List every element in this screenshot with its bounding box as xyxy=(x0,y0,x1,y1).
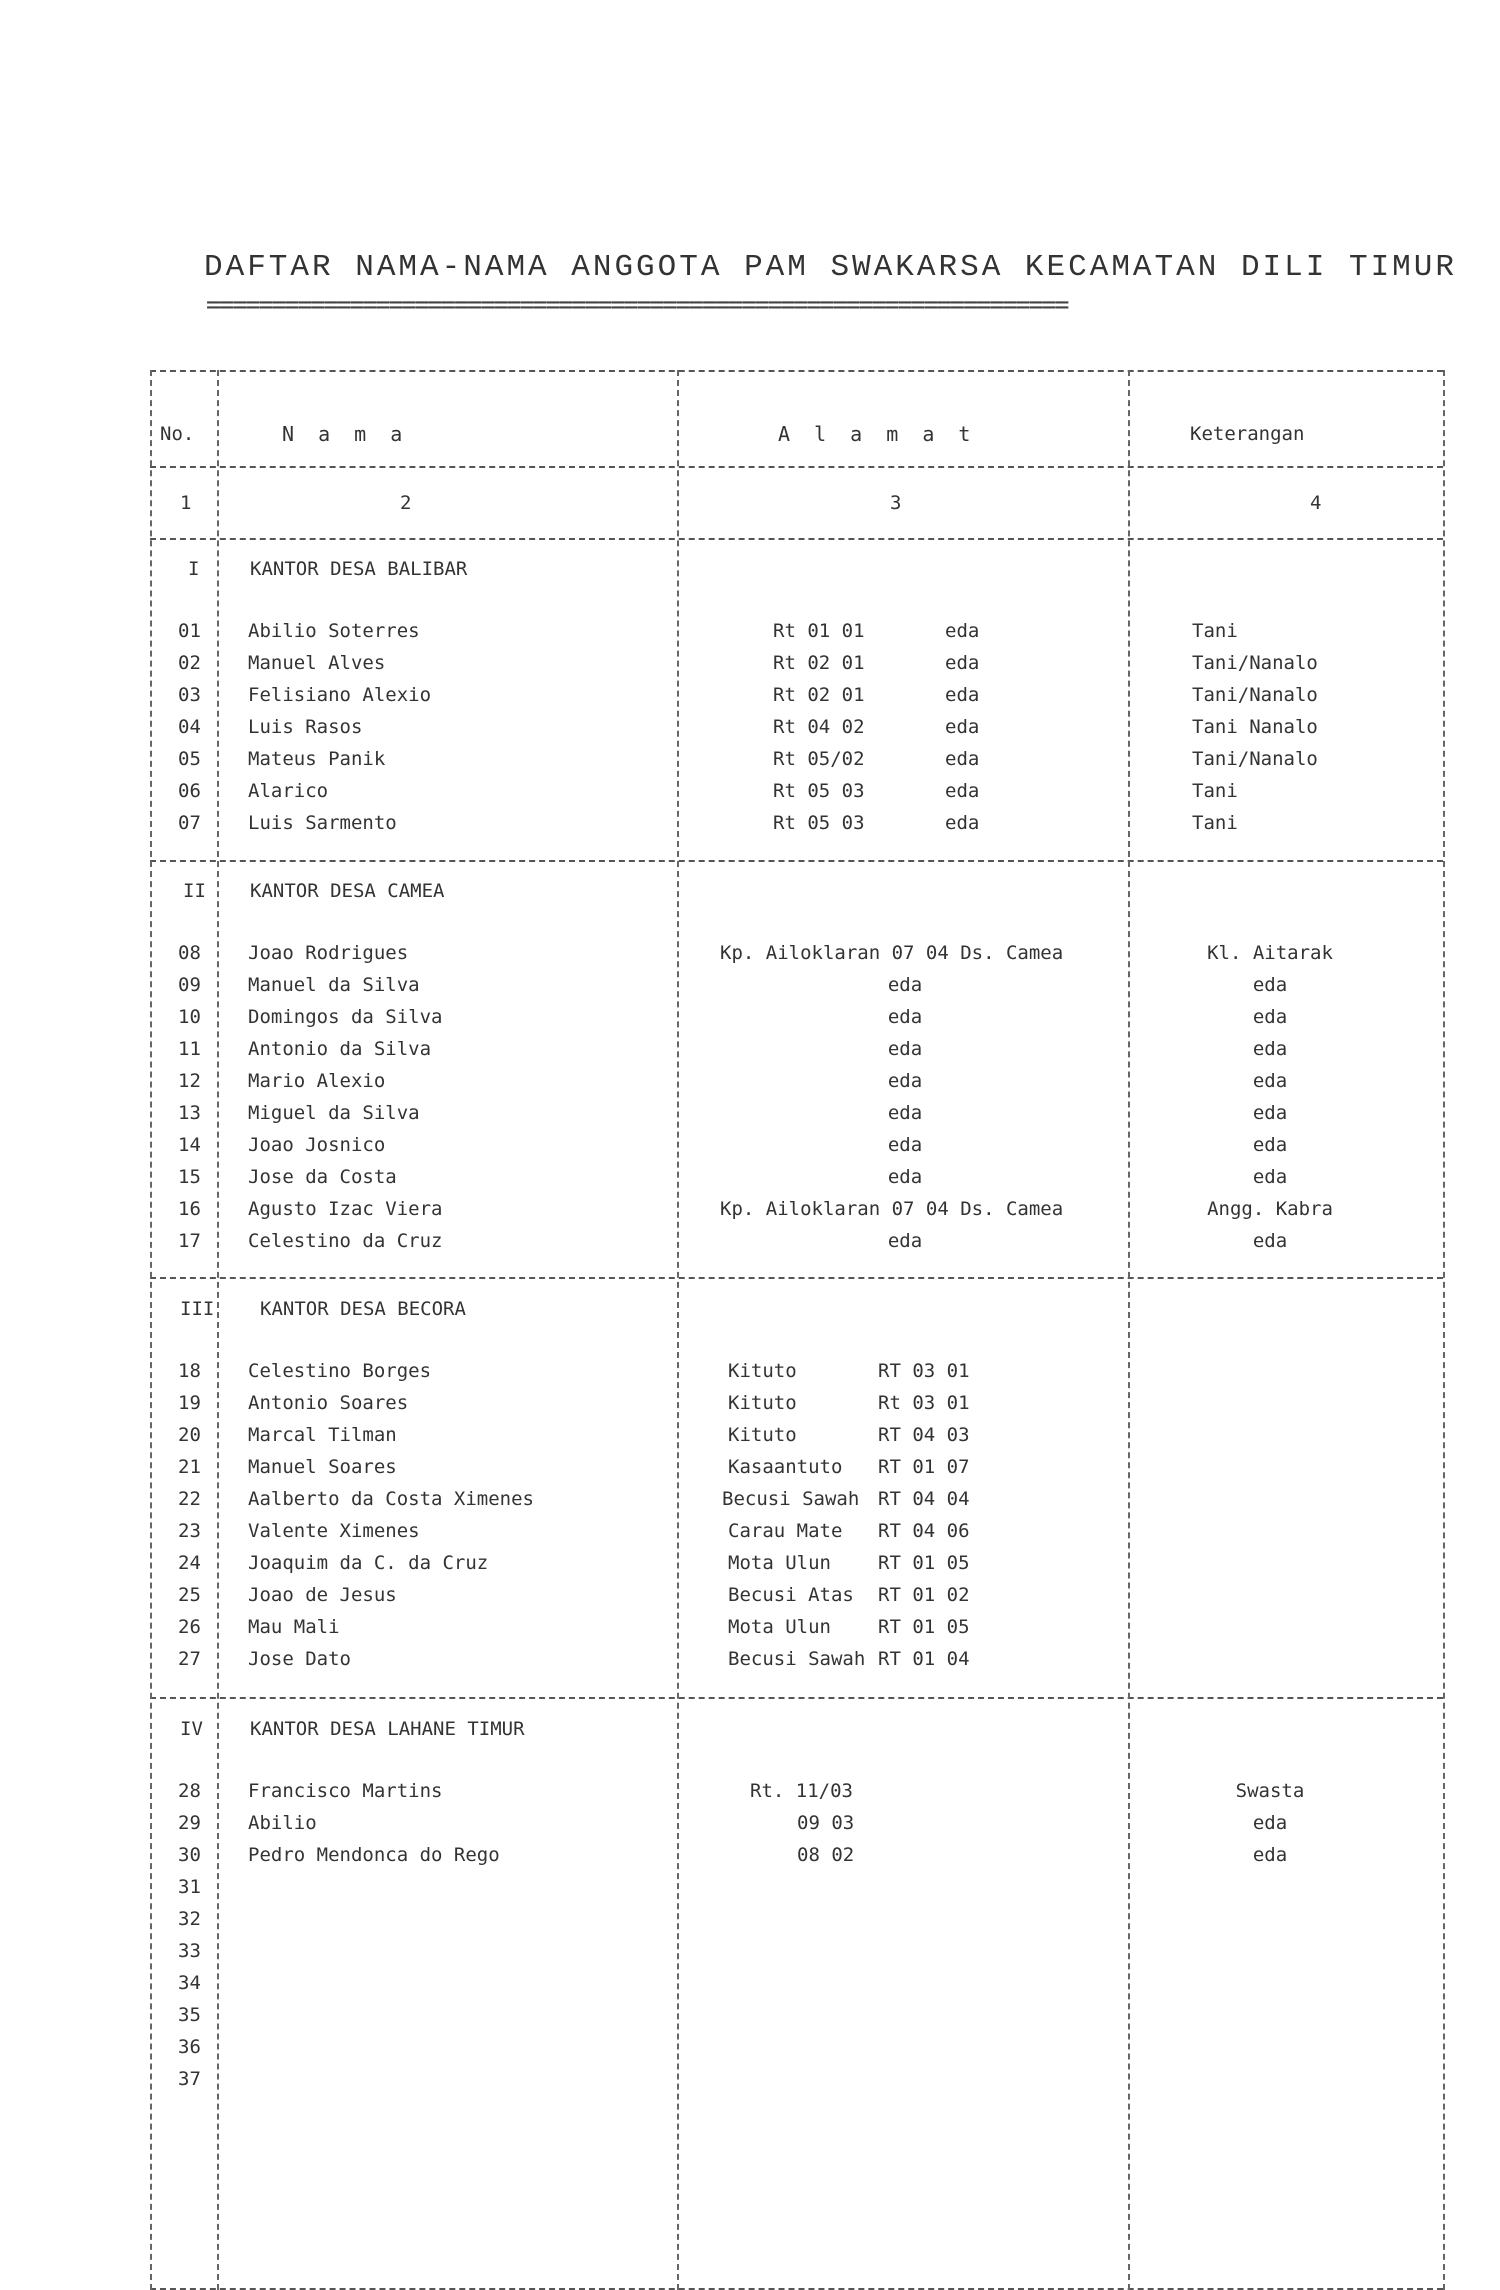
row-rt: RT 01 05 xyxy=(878,1616,970,1638)
section-code: II xyxy=(183,880,206,902)
section-code: III xyxy=(180,1298,215,1320)
row-no: 02 xyxy=(178,652,201,674)
row-no: 24 xyxy=(178,1552,201,1574)
row-no: 25 xyxy=(178,1584,201,1606)
row-keterangan: Tani xyxy=(1192,780,1238,802)
row-rt: RT 04 03 xyxy=(878,1424,970,1446)
row-keterangan: Tani/Nanalo xyxy=(1192,684,1318,706)
row-keterangan: eda xyxy=(1252,1812,1288,1834)
row-rt: Rt. 11/03 xyxy=(750,1780,853,1802)
row-rt: RT 04 06 xyxy=(878,1520,970,1542)
row-no: 04 xyxy=(178,716,201,738)
row-kampung: Becusi Atas xyxy=(728,1584,854,1606)
row-keterangan: eda xyxy=(1252,1230,1288,1252)
row-nama: Domingos da Silva xyxy=(248,1006,443,1028)
row-nama: Pedro Mendonca do Rego xyxy=(248,1844,500,1866)
row-rt: RT 01 07 xyxy=(878,1456,970,1478)
row-nama: Celestino da Cruz xyxy=(248,1230,443,1252)
row-no: 22 xyxy=(178,1488,201,1510)
row-kampung: Kasaantuto xyxy=(728,1456,843,1478)
row-no: 11 xyxy=(178,1038,201,1060)
row-nama: Marcal Tilman xyxy=(248,1424,397,1446)
col-rule-nama xyxy=(677,370,679,2290)
row-nama: Joao Josnico xyxy=(248,1134,386,1156)
row-eda: eda xyxy=(945,716,980,738)
row-nama: Manuel Alves xyxy=(248,652,386,674)
row-nama: Joao Rodrigues xyxy=(248,942,409,964)
row-keterangan: eda xyxy=(1252,1166,1288,1188)
row-rt: RT 03 01 xyxy=(878,1360,970,1382)
row-rt: Rt 04 02 xyxy=(773,716,865,738)
row-no: 14 xyxy=(178,1134,201,1156)
row-no: 20 xyxy=(178,1424,201,1446)
row-keterangan: Swasta xyxy=(1235,1780,1305,1802)
row-kampung: Becusi Sawah xyxy=(728,1648,866,1670)
row-kampung: Becusi Sawah xyxy=(722,1488,860,1510)
row-rt: Rt 02 01 xyxy=(773,652,865,674)
row-nama: Miguel da Silva xyxy=(248,1102,420,1124)
row-keterangan: eda xyxy=(1252,1844,1288,1866)
document-title: DAFTAR NAMA-NAMA ANGGOTA PAM SWAKARSA KECAMATAN DILI TIMUR xyxy=(204,250,1457,285)
row-nama: Abilio xyxy=(248,1812,317,1834)
row-nama: Celestino Borges xyxy=(248,1360,432,1382)
row-no: 23 xyxy=(178,1520,201,1542)
row-nama: Jose da Costa xyxy=(248,1166,397,1188)
row-no: 12 xyxy=(178,1070,201,1092)
row-no: 18 xyxy=(178,1360,201,1382)
row-eda: eda xyxy=(945,652,980,674)
row-nama: Alarico xyxy=(248,780,329,802)
column-number-4: 4 xyxy=(1310,492,1322,514)
row-rt: RT 01 04 xyxy=(878,1648,970,1670)
row-nama: Aalberto da Costa Ximenes xyxy=(248,1488,534,1510)
row-nama: Felisiano Alexio xyxy=(248,684,432,706)
row-nama: Francisco Martins xyxy=(248,1780,443,1802)
row-eda: eda xyxy=(945,620,980,642)
section-title: KANTOR DESA CAMEA xyxy=(250,880,445,902)
row-no: 33 xyxy=(178,1940,201,1962)
row-keterangan: Tani/Nanalo xyxy=(1192,748,1318,770)
row-no: 36 xyxy=(178,2036,201,2058)
row-no: 09 xyxy=(178,974,201,996)
rule-header-bottom xyxy=(150,466,1443,468)
row-rt: RT 04 04 xyxy=(878,1488,970,1510)
row-keterangan: Tani xyxy=(1192,812,1238,834)
row-alamat: eda xyxy=(887,1006,923,1028)
row-nama: Agusto Izac Viera xyxy=(248,1198,443,1220)
rule-section-1-bottom xyxy=(150,860,1443,862)
row-keterangan: eda xyxy=(1252,1070,1288,1092)
header-no: No. xyxy=(160,423,195,445)
row-keterangan: eda xyxy=(1252,1038,1288,1060)
rule-section-3-bottom xyxy=(150,1697,1443,1699)
rule-top xyxy=(150,370,1443,372)
row-no: 30 xyxy=(178,1844,201,1866)
row-keterangan: eda xyxy=(1252,1006,1288,1028)
header-nama: N a m a xyxy=(282,422,409,446)
row-kampung: Kituto xyxy=(728,1392,797,1414)
row-keterangan: Kl. Aitarak xyxy=(1207,942,1333,964)
row-rt: Rt 02 01 xyxy=(773,684,865,706)
row-keterangan: Tani Nanalo xyxy=(1192,716,1318,738)
header-keterangan: Keterangan xyxy=(1190,423,1305,445)
row-no: 17 xyxy=(178,1230,201,1252)
row-nama: Luis Rasos xyxy=(248,716,363,738)
section-title: KANTOR DESA BALIBAR xyxy=(250,558,468,580)
row-nama: Antonio da Silva xyxy=(248,1038,432,1060)
row-nama: Jose Dato xyxy=(248,1648,351,1670)
row-eda: eda xyxy=(945,684,980,706)
row-alamat: eda xyxy=(887,1134,923,1156)
row-rt: 09 03 xyxy=(797,1812,855,1834)
row-no: 32 xyxy=(178,1908,201,1930)
row-rt: RT 01 05 xyxy=(878,1552,970,1574)
row-nama: Joao de Jesus xyxy=(248,1584,397,1606)
section-code: I xyxy=(188,558,200,580)
row-nama: Manuel da Silva xyxy=(248,974,420,996)
row-no: 07 xyxy=(178,812,201,834)
row-no: 10 xyxy=(178,1006,201,1028)
row-alamat: eda xyxy=(887,1102,923,1124)
row-no: 19 xyxy=(178,1392,201,1414)
row-no: 34 xyxy=(178,1972,201,1994)
section-title: KANTOR DESA LAHANE TIMUR xyxy=(250,1718,525,1740)
row-alamat: eda xyxy=(887,974,923,996)
section-code: IV xyxy=(180,1718,203,1740)
row-no: 15 xyxy=(178,1166,201,1188)
row-keterangan: Angg. Kabra xyxy=(1207,1198,1333,1220)
row-no: 01 xyxy=(178,620,201,642)
row-kampung: Mota Ulun xyxy=(728,1552,831,1574)
row-alamat: eda xyxy=(887,1166,923,1188)
row-alamat: eda xyxy=(887,1070,923,1092)
column-number-3: 3 xyxy=(890,492,902,514)
row-no: 05 xyxy=(178,748,201,770)
row-keterangan: Tani/Nanalo xyxy=(1192,652,1318,674)
col-rule-alamat xyxy=(1128,370,1130,2290)
row-nama: Mario Alexio xyxy=(248,1070,386,1092)
row-nama: Manuel Soares xyxy=(248,1456,397,1478)
row-nama: Mau Mali xyxy=(248,1616,340,1638)
row-no: 21 xyxy=(178,1456,201,1478)
row-kampung: Kituto xyxy=(728,1360,797,1382)
row-alamat: eda xyxy=(887,1230,923,1252)
row-rt: Rt 01 01 xyxy=(773,620,865,642)
row-no: 13 xyxy=(178,1102,201,1124)
header-alamat: A l a m a t xyxy=(778,422,977,446)
row-nama: Mateus Panik xyxy=(248,748,386,770)
row-nama: Abilio Soterres xyxy=(248,620,420,642)
row-keterangan: Tani xyxy=(1192,620,1238,642)
row-no: 31 xyxy=(178,1876,201,1898)
row-no: 27 xyxy=(178,1648,201,1670)
rule-section-2-bottom xyxy=(150,1277,1443,1279)
row-rt: Rt 05/02 xyxy=(773,748,865,770)
row-no: 16 xyxy=(178,1198,201,1220)
row-no: 03 xyxy=(178,684,201,706)
col-rule-no xyxy=(217,370,219,2290)
row-keterangan: eda xyxy=(1252,974,1288,996)
row-no: 26 xyxy=(178,1616,201,1638)
row-no: 06 xyxy=(178,780,201,802)
row-nama: Antonio Soares xyxy=(248,1392,409,1414)
row-kampung: Carau Mate xyxy=(728,1520,843,1542)
row-eda: eda xyxy=(945,748,980,770)
rule-colnum-bottom xyxy=(150,538,1443,540)
row-eda: eda xyxy=(945,812,980,834)
col-rule-left xyxy=(150,370,152,2290)
row-rt: Rt 05 03 xyxy=(773,812,865,834)
row-no: 28 xyxy=(178,1780,201,1802)
row-alamat: Kp. Ailoklaran 07 04 Ds. Camea xyxy=(720,942,1064,964)
row-nama: Luis Sarmento xyxy=(248,812,397,834)
row-no: 08 xyxy=(178,942,201,964)
row-no: 29 xyxy=(178,1812,201,1834)
row-rt: RT 01 02 xyxy=(878,1584,970,1606)
row-rt: Rt 05 03 xyxy=(773,780,865,802)
row-kampung: Kituto xyxy=(728,1424,797,1446)
row-no: 35 xyxy=(178,2004,201,2026)
row-kampung: Mota Ulun xyxy=(728,1616,831,1638)
row-alamat: Kp. Ailoklaran 07 04 Ds. Camea xyxy=(720,1198,1064,1220)
section-title: KANTOR DESA BECORA xyxy=(260,1298,466,1320)
row-eda: eda xyxy=(945,780,980,802)
row-no: 37 xyxy=(178,2068,201,2090)
row-keterangan: eda xyxy=(1252,1134,1288,1156)
row-nama: Valente Ximenes xyxy=(248,1520,420,1542)
row-alamat: eda xyxy=(887,1038,923,1060)
row-rt: 08 02 xyxy=(797,1844,855,1866)
col-rule-right xyxy=(1443,370,1445,2290)
column-number-1: 1 xyxy=(180,492,192,514)
row-rt: Rt 03 01 xyxy=(878,1392,970,1414)
row-keterangan: eda xyxy=(1252,1102,1288,1124)
title-underline: ================================================================== xyxy=(206,290,1068,319)
row-nama: Joaquim da C. da Cruz xyxy=(248,1552,489,1574)
column-number-2: 2 xyxy=(400,492,412,514)
